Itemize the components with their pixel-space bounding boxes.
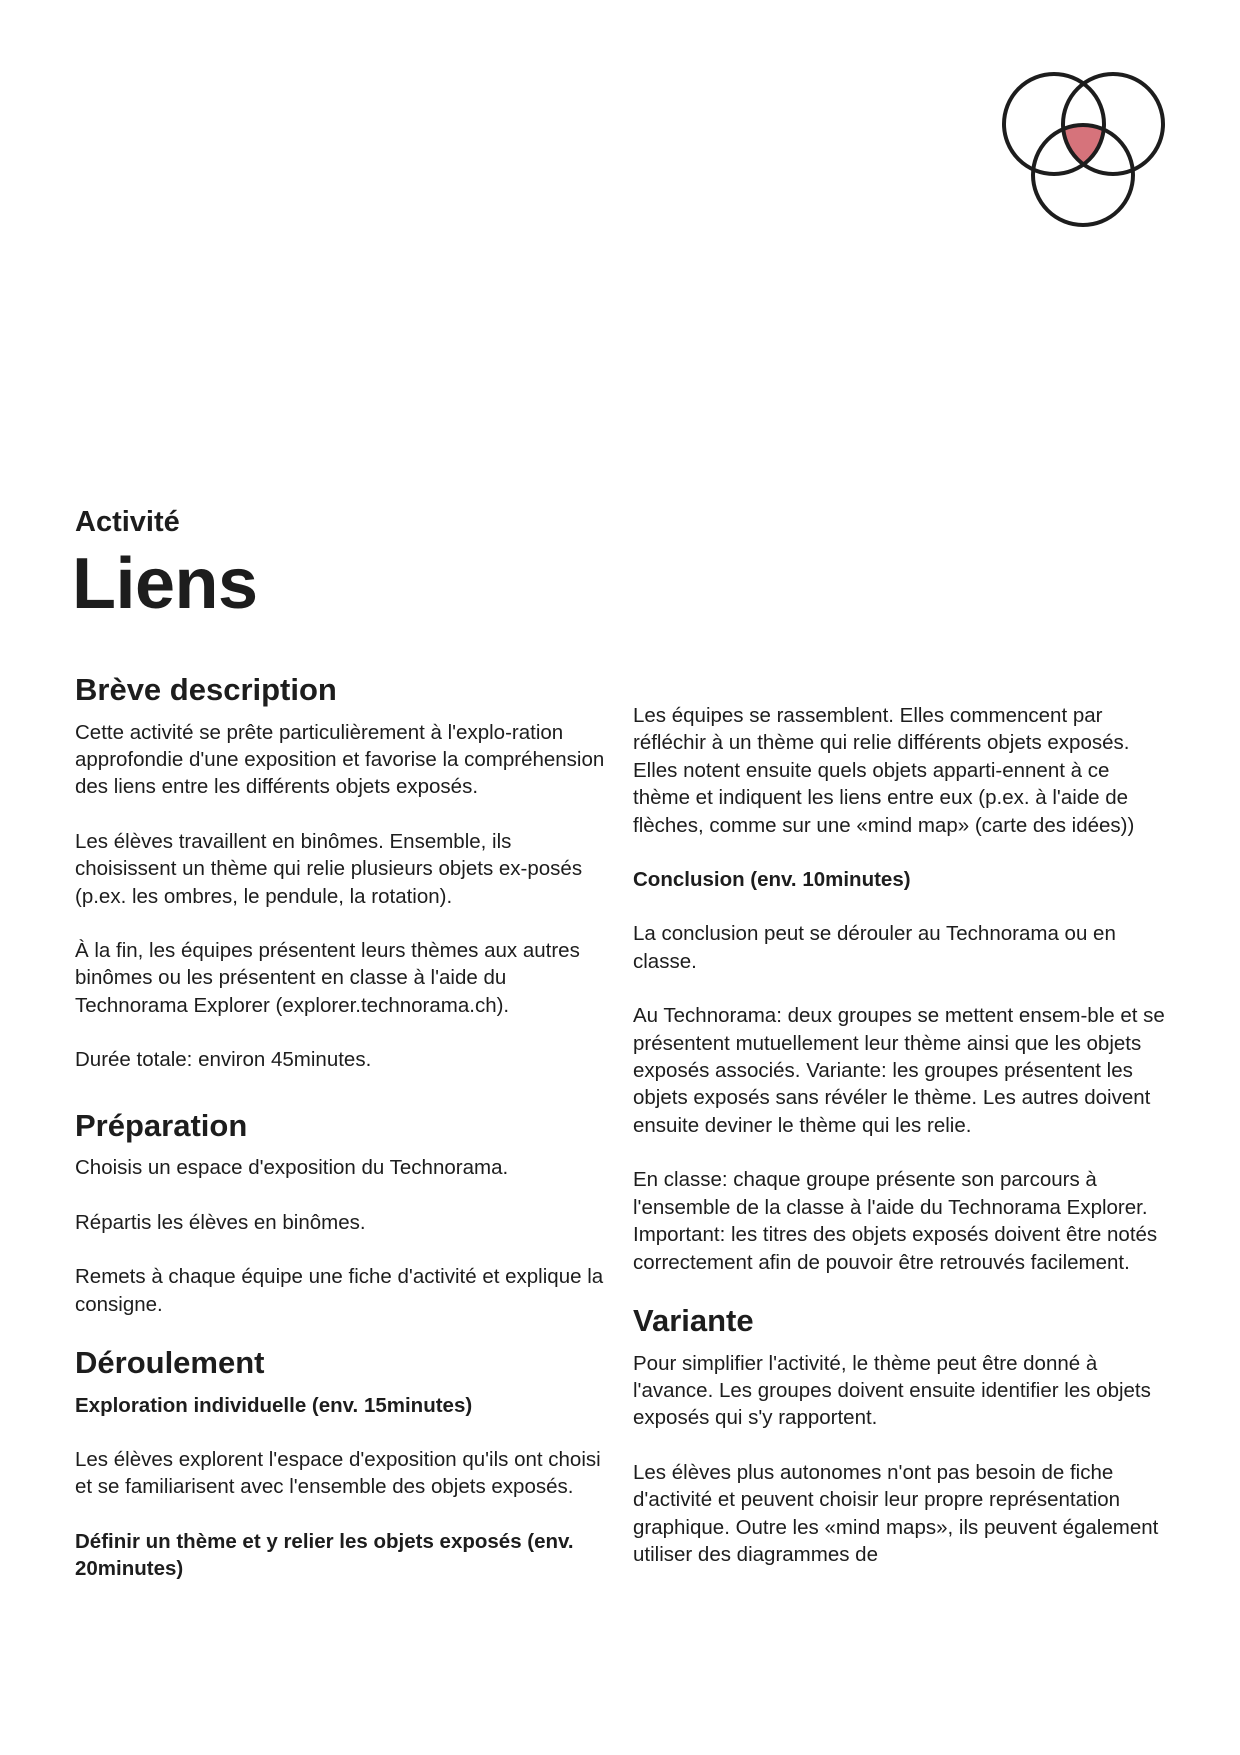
paragraph: Les élèves explorent l'espace d'exposition qu'ils ont choisi et se familiarisent avec l'ensemble des objets exposés. [75, 1448, 601, 1499]
section-heading-variante: Variante [633, 1302, 754, 1338]
subheading-exploration: Exploration individuelle (env. 15minutes) [75, 1393, 473, 1417]
paragraph: Remets à chaque équipe une fiche d'activité et explique la consigne. [75, 1265, 604, 1316]
activity-kicker: Activité [75, 506, 180, 538]
subheading-conclusion: Conclusion (env. 10minutes) [633, 868, 911, 892]
paragraph: Pour simplifier l'activité, le thème peut être donné à l'avance. Les groupes doivent ensuite identifier les objets exposés qui s'y rapportent. [633, 1351, 1151, 1430]
paragraph: En classe: chaque groupe présente son parcours à l'ensemble de la classe à l'aide du Technorama Explorer. Important: les titres des objets exposés doivent être notés correctement afin de pouvoir être retrouvés facilement. [633, 1168, 1158, 1274]
paragraph: Au Technorama: deux groupes se mettent ensem-ble et se présentent mutuellement leur thème ainsi que les objets exposés associés. Variante: les groupes présentent les objets exposés sans révéler le thème. Les autres doivent ensuite deviner le thème qui les relie. [633, 1004, 1165, 1137]
left-column [75, 672, 610, 1610]
paragraph: Les équipes se rassemblent. Elles commencent par réfléchir à un thème qui relie différents objets exposés. Elles notent ensuite quels objets apparti-ennent à ce thème et indiquent les liens entre eux (p.ex. à l'aide de flèches, comme sur une «mind map» (carte des idées)) [633, 704, 1135, 837]
subheading-definir-theme: Définir un thème et y relier les objets exposés (env. 20minutes) [75, 1529, 574, 1581]
page-title: Liens [72, 544, 258, 624]
paragraph: Choisis un espace d'exposition du Technorama. [75, 1156, 509, 1180]
paragraph: À la fin, les équipes présentent leurs thèmes aux autres binômes ou les présentent en classe à l'aide du Technorama Explorer (explorer.technorama.ch). [75, 939, 580, 1017]
section-heading-breve-description: Brève description [75, 672, 337, 707]
paragraph: Cette activité se prête particulièrement à l'explo-ration approfondie d'une exposition et favorise la compréhension des liens entre les différents objets exposés. [75, 720, 605, 799]
paragraph: Répartis les élèves en binômes. [75, 1210, 366, 1234]
paragraph: Les élèves plus autonomes n'ont pas besoin de fiche d'activité et peuvent choisir leur propre représentation graphique. Outre les «mind maps», ils peuvent également utiliser des diagrammes de [633, 1460, 1159, 1566]
three-circles-venn-icon [1000, 72, 1168, 232]
paragraph: Durée totale: environ 45minutes. [75, 1048, 372, 1072]
paragraph: Les élèves travaillent en binômes. Ensemble, ils choisissent un thème qui relie plusieurs objets ex-posés (p.ex. les ombres, le pendule, la rotation). [75, 829, 583, 908]
paragraph: La conclusion peut se dérouler au Technorama ou en classe. [633, 922, 1116, 973]
section-heading-preparation: Préparation [75, 1107, 248, 1143]
section-heading-deroulement: Déroulement [75, 1344, 265, 1380]
right-column [633, 702, 1168, 1595]
